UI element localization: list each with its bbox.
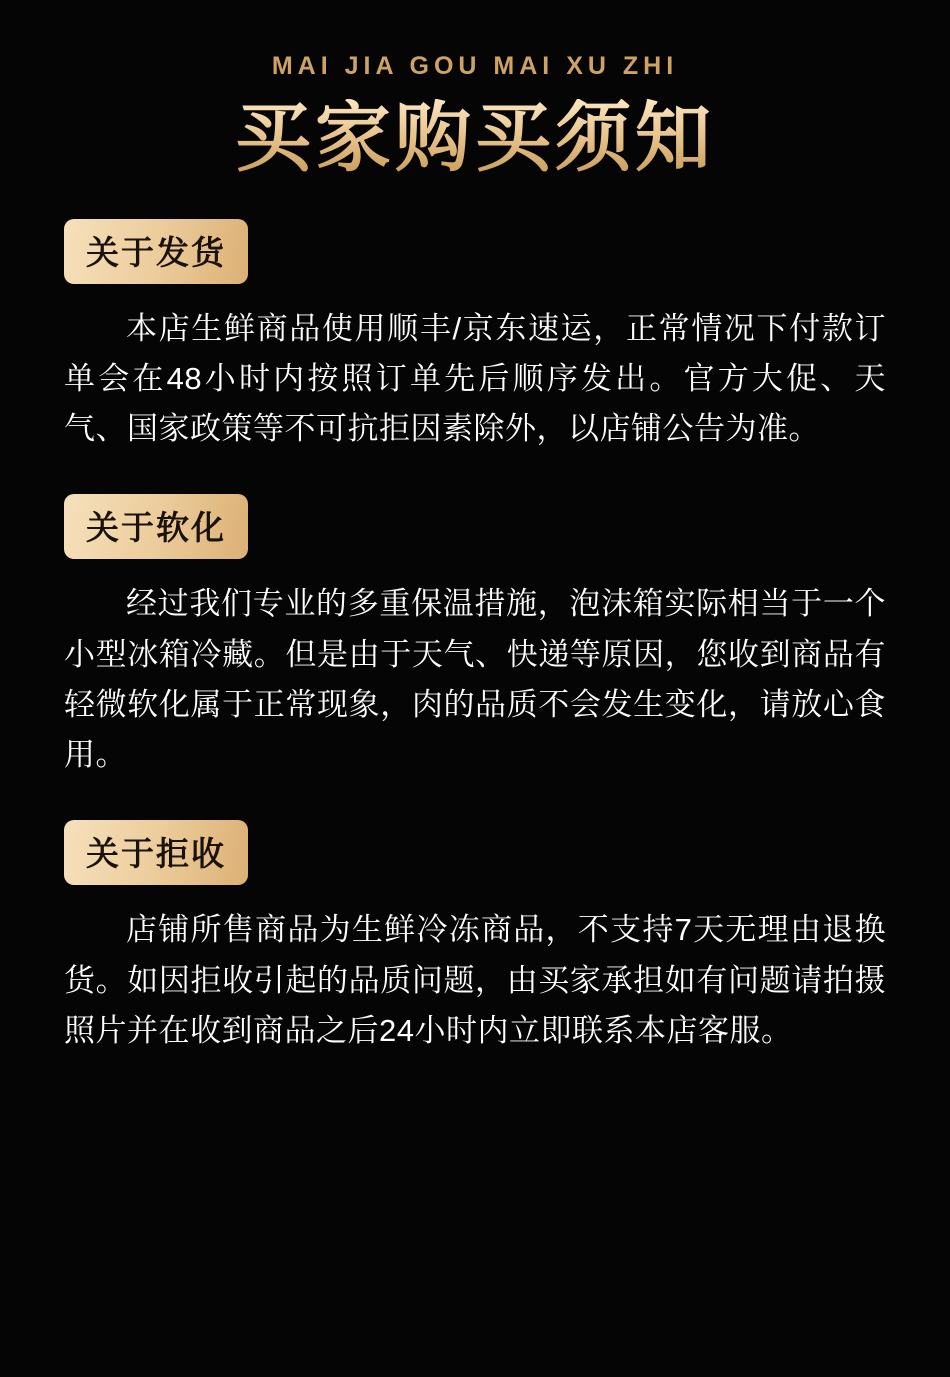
section-badge-softening: 关于软化 [64, 494, 248, 559]
section-shipping [64, 219, 886, 455]
section-text-shipping: 本店生鲜商品使用顺丰/京东速运，正常情况下付款订单会在48小时内按照订单先后顺序发出。官方大促、天气、国家政策等不可抗拒因素除外，以店铺公告为准。 [64, 310, 886, 447]
section-softening [64, 494, 886, 780]
section-text-softening: 经过我们专业的多重保温措施，泡沫箱实际相当于一个小型冰箱冷藏。但是由于天气、快递等原因，您收到商品有轻微软化属于正常现象，肉的品质不会发生变化，请放心食用。 [64, 586, 886, 773]
section-rejection [64, 820, 886, 1056]
pinyin-subtitle: MAI JIA GOU MAI XU ZHI [271, 52, 679, 80]
section-badge-rejection: 关于拒收 [64, 820, 248, 885]
section-badge-shipping: 关于发货 [64, 219, 248, 284]
section-text-rejection: 店铺所售商品为生鲜冷冻商品，不支持7天无理由退换货。如因拒收引起的品质问题，由买家承担如有问题请拍摄照片并在收到商品之后24小时内立即联系本店客服。 [64, 912, 886, 1048]
page-title: 买家购买须知 [64, 99, 886, 179]
page-header [64, 0, 886, 179]
